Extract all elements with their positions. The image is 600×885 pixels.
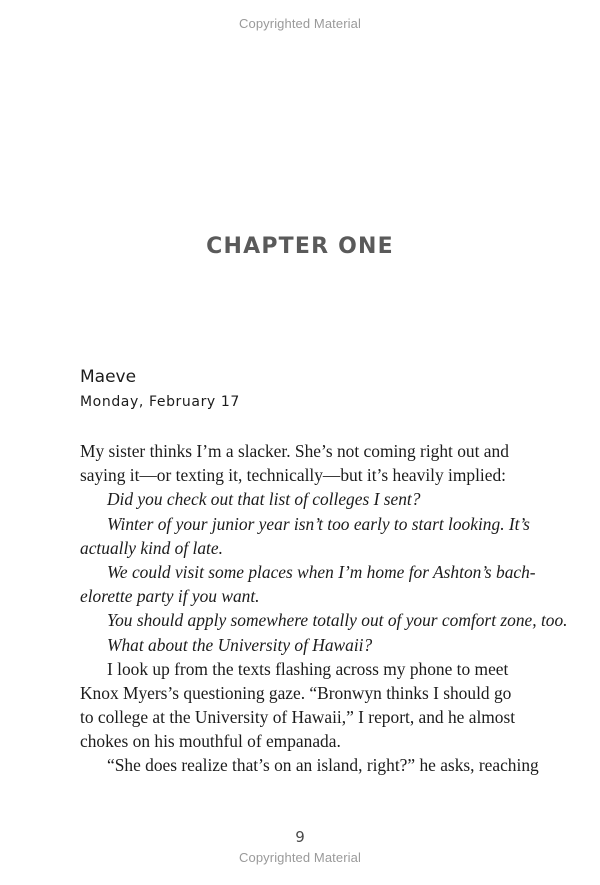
copyright-watermark-bottom: Copyrighted Material (239, 850, 361, 865)
narrator-name: Maeve (80, 367, 137, 387)
body-text (80, 439, 568, 778)
text-message-line: actually kind of late. (80, 537, 223, 558)
body-line: I look up from the texts flashing across my phone to meet (107, 658, 509, 679)
body-line: My sister thinks I’m a slacker. She’s not coming right out and (80, 441, 509, 461)
body-line: “She does realize that’s on an island, right?” he asks, reaching (107, 755, 539, 776)
section-date: Monday, February 17 (80, 394, 240, 410)
copyright-watermark-top: Copyrighted Material (239, 16, 361, 31)
body-line: to college at the University of Hawaii,” I report, and he almost (80, 707, 516, 728)
text-message-line: You should apply somewhere totally out of your comfort zone, too. (107, 610, 568, 631)
text-message-line: We could visit some places when I’m home for Ashton’s bach- (107, 561, 536, 582)
page-number: 9 (295, 828, 305, 846)
body-line: saying it—or texting it, technically—but it’s heavily implied: (80, 465, 507, 486)
chapter-title: CHAPTER ONE (206, 234, 394, 259)
text-message-line: elorette party if you want. (80, 586, 260, 607)
text-message-line: Winter of your junior year isn’t too early to start looking. It’s (107, 513, 530, 534)
text-message-line: What about the University of Hawaii? (107, 634, 373, 655)
body-line: Knox Myers’s questioning gaze. “Bronwyn thinks I should go (80, 682, 512, 703)
body-line: chokes on his mouthful of empanada. (80, 731, 341, 752)
text-message-line: Did you check out that list of colleges I sent? (107, 489, 421, 510)
